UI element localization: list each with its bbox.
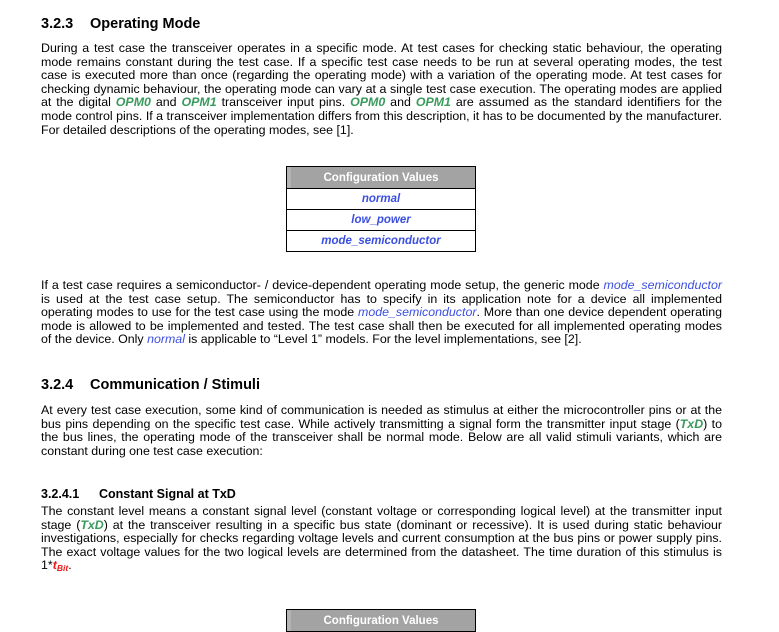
section-number: 3.2.4 xyxy=(41,377,74,393)
section-title: Operating Mode xyxy=(90,16,201,32)
text: ) at the transceiver resulting in a specific bus state (dominant or recessive). It is used during static behaviour investigations, especially for checks regarding voltage levels and current consumption at the bus pins or power supply pins. The exact voltage values for the two logical levels are determined from the datasheet. The time duration of this stimulus is 1* xyxy=(41,517,722,573)
signal-txd: TxD xyxy=(679,416,704,431)
section-heading-3-2-3 xyxy=(41,16,200,32)
text: . xyxy=(68,558,72,573)
text: At every test case execution, some kind of communication is needed as stimulus at either the microcontroller pins or at the bus pins depending on the specific test case. While actively transmitting a signal form the transmitter input stage ( xyxy=(41,403,722,431)
text: is used at the test case setup. The semiconductor has to specify in its application note for a device all implemented operating modes to use for the test case using the mode xyxy=(41,291,722,320)
text: are assumed as the standard identifiers for the mode control pins. If a transceiver implementation differs from this description, it has to be documented by the manufacturer. For detailed descriptions of the operating modes, see [1]. xyxy=(41,95,722,137)
table-row xyxy=(287,189,476,210)
paragraph-communication xyxy=(41,404,722,458)
paragraph-semiconductor-mode xyxy=(41,279,722,347)
timing-tbit xyxy=(53,558,68,572)
text: During a test case the transceiver operates in a specific mode. At test cases for checking static behaviour, the operating mode remains constant during the test case. If a specific test case needs to be run at several operating modes, the test case is executed more than once (regarding the operating mode) with a variation of the operating mode. At test cases for checking dynamic behaviour, the operating mode can vary at a single test case execution. The operating modes are applied at the digital xyxy=(41,41,722,110)
tbit-symbol: t xyxy=(52,558,57,573)
value-normal: normal xyxy=(147,332,185,347)
section-number: 3.2.3 xyxy=(41,16,74,32)
signal-opm0: OPM0 xyxy=(350,95,386,110)
paragraph-constant-signal xyxy=(41,505,722,576)
section-title: Communication / Stimuli xyxy=(90,377,260,393)
config-value-mode-semiconductor: mode_semiconductor xyxy=(287,231,476,252)
signal-opm0: OPM0 xyxy=(115,95,151,110)
text: and xyxy=(385,95,416,110)
tbit-subscript: Bit xyxy=(56,563,69,574)
table-header: Configuration Values xyxy=(287,610,476,632)
text: is applicable to “Level 1” models. For the level implementations, see [2]. xyxy=(184,332,582,347)
section-heading-3-2-4 xyxy=(41,377,260,393)
text: transceiver input pins. xyxy=(216,95,351,110)
signal-txd: TxD xyxy=(80,517,104,532)
section-heading-3-2-4-1 xyxy=(41,487,236,501)
signal-opm1: OPM1 xyxy=(415,95,451,110)
paragraph-operating-mode xyxy=(41,42,722,137)
section-number: 3.2.4.1 xyxy=(41,487,80,501)
text: The constant level means a constant signal level (constant voltage or corresponding logical level) at the transmitter input stage ( xyxy=(41,504,722,532)
text: . More than one device dependent operating mode is allowed to be implemented and tested. The test case shall then be executed for all implemented operating modes of the device. Only xyxy=(41,305,722,347)
signal-opm1: OPM1 xyxy=(181,95,217,110)
text: ) to the bus lines, the operating mode of the transceiver shall be normal mode. Below are all valid stimuli variants, which are constant during one test case execution: xyxy=(41,416,722,458)
configuration-values-table xyxy=(286,166,476,252)
text: and xyxy=(150,95,182,110)
text: If a test case requires a semiconductor- / device-dependent operating mode setup, the generic mode xyxy=(41,278,604,292)
table-header: Configuration Values xyxy=(287,167,476,189)
config-value-normal: normal xyxy=(287,189,476,210)
table-row xyxy=(287,231,476,252)
value-mode-semiconductor: mode_semiconductor xyxy=(358,305,477,320)
table-row xyxy=(287,210,476,231)
value-mode-semiconductor: mode_semiconductor xyxy=(603,278,722,292)
config-value-low-power: low_power xyxy=(287,210,476,231)
section-title: Constant Signal at TxD xyxy=(99,487,236,501)
